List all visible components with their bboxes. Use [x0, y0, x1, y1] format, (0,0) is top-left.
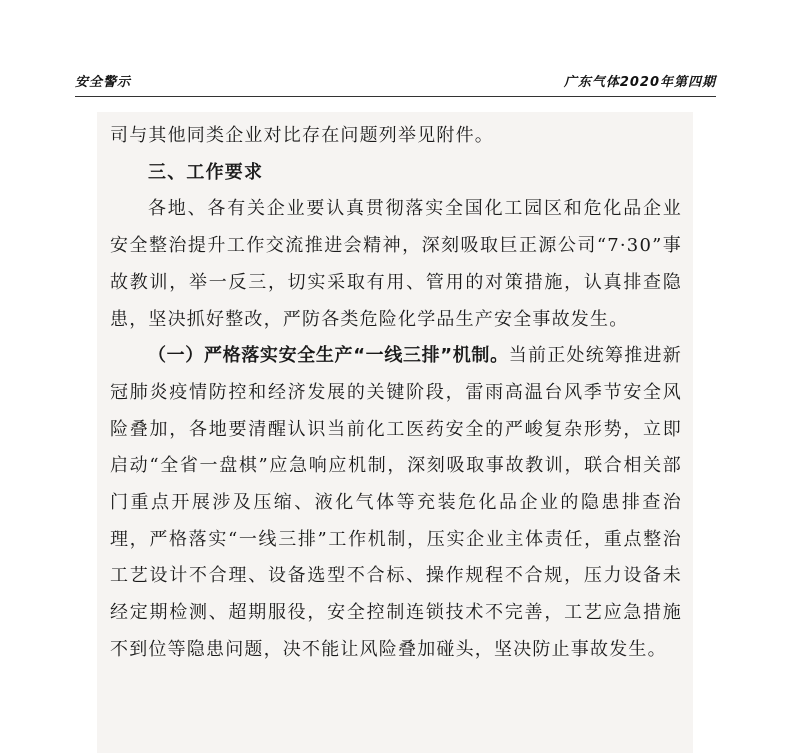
header-publication-issue: 广东气体2020年第四期 [563, 75, 716, 90]
sub-heading: （一）严格落实安全生产“一线三排”机制。 [148, 345, 509, 367]
continuation-line: 司与其他同类企业对比存在问题列举见附件。 [110, 125, 494, 146]
document-body [110, 118, 682, 669]
header-section-title: 安全警示 [75, 75, 132, 90]
paragraph-one-line-three-rows [110, 338, 682, 668]
paragraph-requirements: 各地、各有关企业要认真贯彻落实全国化工园区和危化品企业安全整治提升工作交流推进会精神，深刻吸取巨正源公司“7·30”事故教训，举一反三，切实采取有用、管用的对策措施，认真排查隐患，坚决抓好整改，严防各类危险化学品生产安全事故发生。 [110, 198, 682, 330]
page-header [75, 68, 716, 97]
sub-paragraph-text: 当前正处统筹推进新冠肺炎疫情防控和经济发展的关键阶段，雷雨高温台风季节安全风险叠加，各地要清醒认识当前化工医药安全的严峻复杂形势，立即启动“全省一盘棋”应急响应机制，深刻吸取事故教训，联合相关部门重点开展涉及压缩、液化气体等充装危化品企业的隐患排查治理，严格落实“一线三排”工作机制，压实企业主体责任，重点整治工艺设计不合理、设备选型不合标、操作规程不合规，压力设备未经定期检测、超期服役，安全控制连锁技术不完善，工艺应急措施不到位等隐患问题，决不能让风险叠加碰头，坚决防止事故发生。 [110, 345, 682, 660]
section-heading: 三、工作要求 [148, 161, 264, 183]
